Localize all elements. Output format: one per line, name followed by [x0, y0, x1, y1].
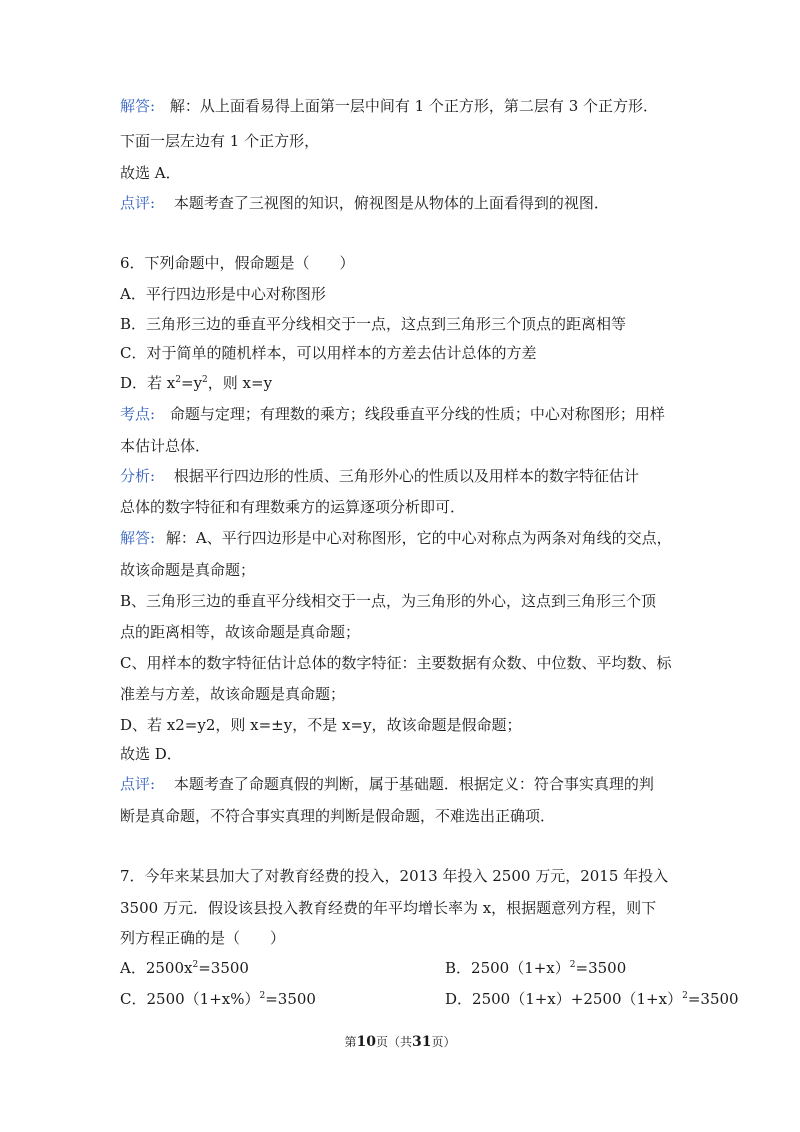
q6-option-b: B．三角形三边的垂直平分线相交于一点，这点到三角形三个顶点的距离相等	[120, 315, 627, 333]
q7-stem-line2: 3500 万元．假设该县投入教育经费的年平均增长率为 x，根据题意列方程，则下	[120, 899, 657, 917]
q6-answer-line4: 点的距离相等，故该命题是真命题；	[120, 623, 361, 641]
q6-answer-line1: 解答: 解：A、平行四边形是中心对称图形，它的中心对称点为两条对角线的交点，	[120, 529, 672, 547]
q6-kaodian-line1: 考点: 命题与定理；有理数的乘方；线段垂直平分线的性质；中心对称图形；用样	[120, 405, 665, 423]
q6-fenxi-line1: 分析: 根据平行四边形的性质、三角形外心的性质以及用样本的数字特征估计	[120, 467, 639, 485]
fenxi-tag: 分析:	[120, 467, 156, 485]
q7-option-a: A．$2500x^2=3500$	[120, 959, 249, 977]
q6-answer-line3: B、三角形三边的垂直平分线相交于一点，为三角形的外心，这点到三角形三个顶	[120, 592, 657, 610]
q7-option-c: C．$2500(1+x\%)^2=3500$	[120, 990, 316, 1008]
answer-tag: 解答:	[120, 529, 156, 547]
kaodian-tag: 考点:	[120, 405, 156, 423]
q7-option-d: D．$2500(1+x)+2500(1+x)^2=3500$	[445, 990, 739, 1008]
page-footer: 第10页（共31页）	[344, 1034, 456, 1050]
q6-answer-line2: 故该命题是真命题；	[120, 561, 256, 579]
q7-stem-line3: 列方程正确的是（ ）	[120, 929, 286, 947]
q6-option-d: D．若 $x^2=y^2$，则 x=y	[120, 374, 273, 392]
q6-answer-line7: D、若 x2=y2，则 x=±y，不是 x=y，故该命题是假命题；	[120, 716, 522, 734]
comment-tag: 点评:	[120, 775, 156, 793]
q6-comment-line2: 断是真命题，不符合事实真理的判断是假命题，不难选出正确项．	[120, 807, 556, 825]
q5-choose: 故选 A．	[120, 164, 181, 182]
q6-option-c: C．对于简单的随机样本，可以用样本的方差去估计总体的方差	[120, 344, 537, 362]
q6-stem: 6．下列命题中，假命题是（ ）	[120, 254, 355, 272]
comment-tag: 点评:	[120, 194, 156, 212]
q6-fenxi-line2: 总体的数字特征和有理数乘方的运算逐项分析即可．	[120, 498, 466, 516]
answer-tag: 解答:	[120, 97, 156, 115]
page-number: 10	[356, 1034, 376, 1050]
q6-option-a: A．平行四边形是中心对称图形	[120, 285, 326, 303]
q5-answer-line2: 下面一层左边有 1 个正方形，	[120, 132, 320, 150]
q6-comment-line1: 点评: 本题考查了命题真假的判断，属于基础题．根据定义：符合事实真理的判	[120, 775, 654, 793]
q7-stem-line1: 7．今年来某县加大了对教育经费的投入，2013 年投入 2500 万元，2015 年投入	[120, 867, 669, 885]
q6-choose: 故选 D．	[120, 745, 182, 763]
page-total: 31	[412, 1034, 432, 1050]
q5-comment: 点评: 本题考查了三视图的知识，俯视图是从物体的上面看得到的视图．	[120, 194, 609, 212]
q7-option-b: B．$2500(1+x)^2=3500$	[445, 959, 627, 977]
q6-answer-line6: 准差与方差，故该命题是真命题；	[120, 685, 346, 703]
q5-answer-line1: 解答: 解：从上面看易得上面第一层中间有 1 个正方形，第二层有 3 个正方形．	[120, 97, 659, 115]
q6-kaodian-line2: 本估计总体．	[120, 437, 211, 455]
q6-answer-line5: C、用样本的数字特征估计总体的数字特征：主要数据有众数、中位数、平均数、标	[120, 654, 672, 672]
